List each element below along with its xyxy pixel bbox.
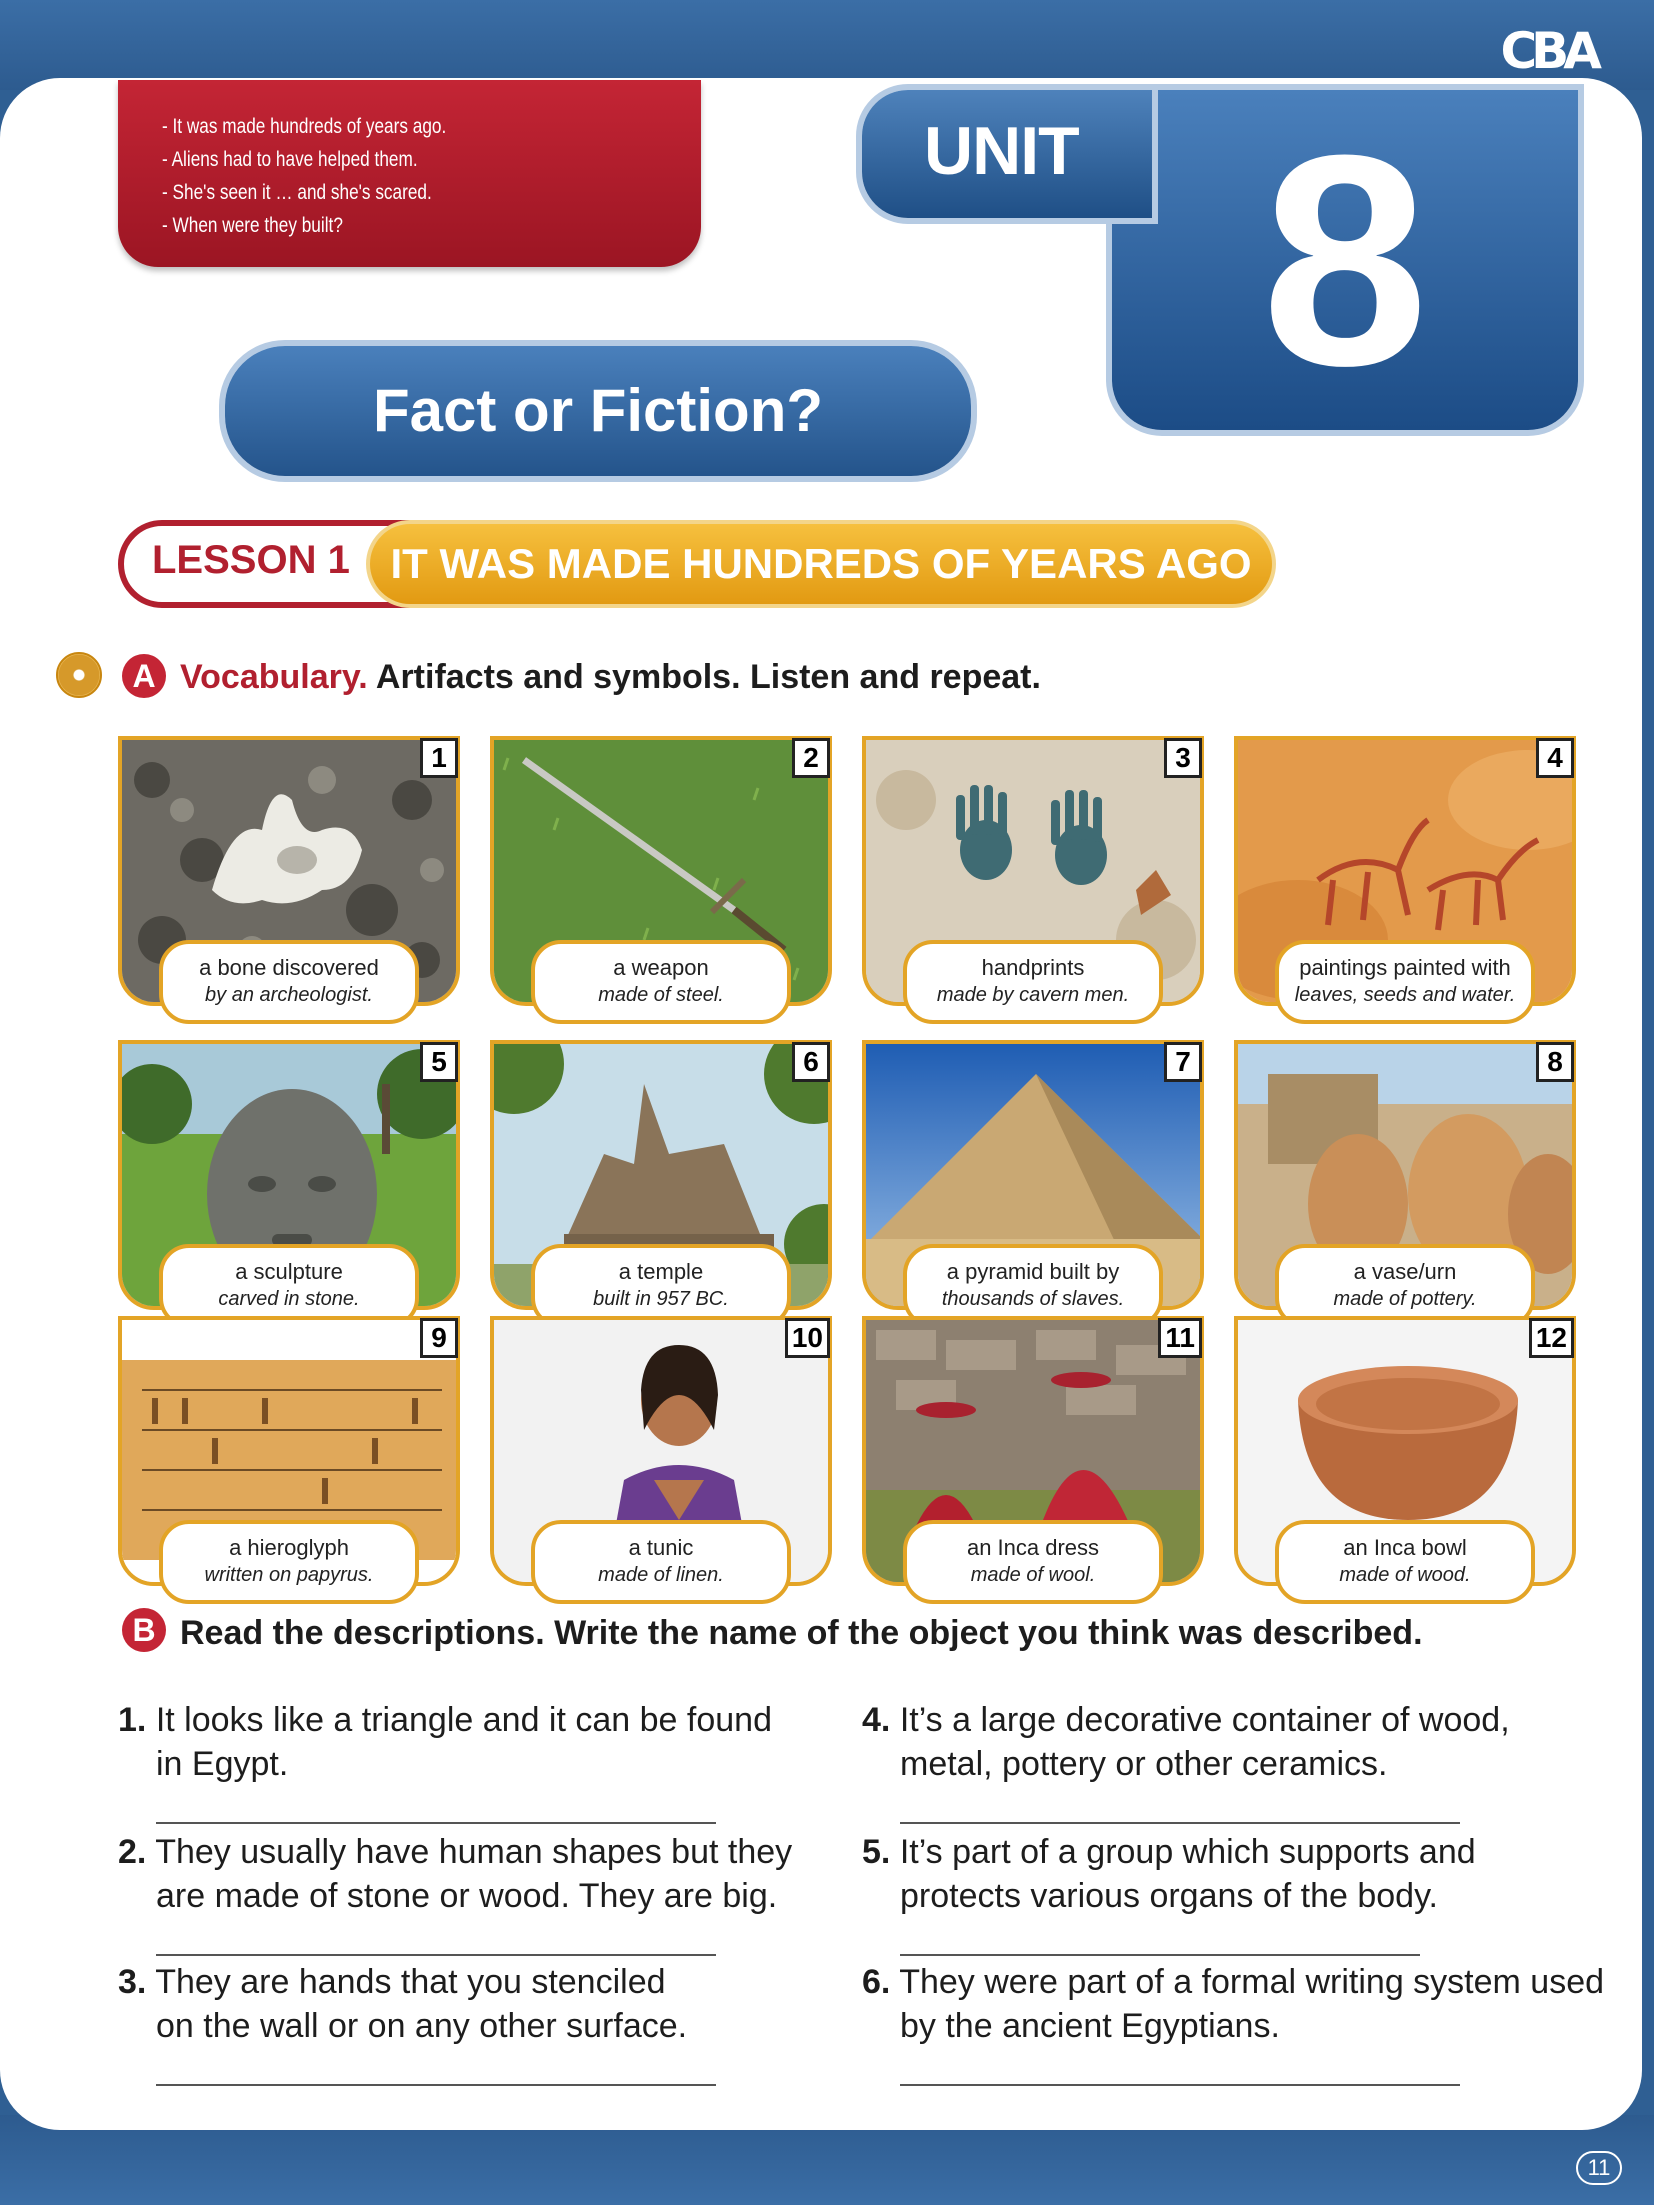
vocab-card bbox=[490, 1316, 832, 1586]
unit-title-banner bbox=[225, 346, 971, 476]
lesson-title-box bbox=[366, 520, 1276, 608]
answer-blank[interactable] bbox=[156, 1954, 716, 1956]
lesson-objectives bbox=[118, 80, 701, 267]
vocab-card bbox=[1234, 736, 1576, 1006]
section-a-badge: A bbox=[122, 654, 166, 698]
card-caption: a pyramid built by thousands of slaves. bbox=[903, 1244, 1163, 1328]
vocab-card bbox=[118, 1040, 460, 1310]
unit-title: Fact or Fiction? bbox=[373, 377, 823, 444]
card-caption: a weapon made of steel. bbox=[531, 940, 791, 1024]
card-number: 11 bbox=[1158, 1318, 1202, 1358]
vocab-card bbox=[1234, 1040, 1576, 1310]
vocab-card bbox=[118, 736, 460, 1006]
unit-label: UNIT bbox=[924, 113, 1079, 189]
audio-cd-icon[interactable] bbox=[56, 652, 102, 698]
description-item: 6. They were part of a formal writing system used by the ancient Egyptians. bbox=[862, 1963, 1605, 2045]
card-caption: a hieroglyph written on papyrus. bbox=[159, 1520, 419, 1604]
card-number: 8 bbox=[1536, 1042, 1574, 1082]
card-caption: a temple built in 957 BC. bbox=[531, 1244, 791, 1328]
card-caption: paintings painted with leaves, seeds and water. bbox=[1275, 940, 1535, 1024]
description-item: 3. They are hands that you stenciled on the wall or on any other surface. bbox=[118, 1963, 688, 2045]
unit-number: 8 bbox=[1261, 92, 1429, 428]
answer-blank[interactable] bbox=[156, 2084, 716, 2086]
answer-blank[interactable] bbox=[900, 1822, 1460, 1824]
vocab-card bbox=[862, 1316, 1204, 1586]
lesson-title: IT WAS MADE HUNDREDS OF YEARS AGO bbox=[390, 540, 1252, 587]
description-item: 2. They usually have human shapes but they are made of stone or wood. They are big. bbox=[118, 1833, 793, 1915]
card-number: 3 bbox=[1164, 738, 1202, 778]
card-caption: an Inca dress made of wool. bbox=[903, 1520, 1163, 1604]
vocab-card bbox=[862, 736, 1204, 1006]
unit-label-tab bbox=[862, 90, 1152, 218]
page-frame-top bbox=[0, 0, 1654, 90]
card-number: 6 bbox=[792, 1042, 830, 1082]
answer-blank[interactable] bbox=[156, 1822, 716, 1824]
objective-item: - It was made hundreds of years ago. bbox=[162, 110, 604, 143]
publisher-logo: CBA bbox=[1500, 22, 1596, 80]
card-number: 1 bbox=[420, 738, 458, 778]
card-number: 5 bbox=[420, 1042, 458, 1082]
vocab-card bbox=[1234, 1316, 1576, 1586]
card-number: 4 bbox=[1536, 738, 1574, 778]
card-number: 2 bbox=[792, 738, 830, 778]
card-number: 7 bbox=[1164, 1042, 1202, 1082]
objective-item: - She's seen it … and she's scared. bbox=[162, 176, 604, 209]
objective-item: - Aliens had to have helped them. bbox=[162, 143, 604, 176]
unit-number-badge bbox=[1112, 90, 1578, 430]
vocab-card bbox=[118, 1316, 460, 1586]
description-item: 4. It’s a large decorative container of wood, metal, pottery or other ceramics. bbox=[862, 1701, 1510, 1783]
lesson-label: LESSON 1 bbox=[152, 538, 350, 582]
section-b-badge: B bbox=[122, 1608, 166, 1652]
card-number: 12 bbox=[1529, 1318, 1574, 1358]
vocab-card bbox=[490, 1040, 832, 1310]
card-caption: an Inca bowl made of wood. bbox=[1275, 1520, 1535, 1604]
section-a-heading-rest: Artifacts and symbols. Listen and repeat. bbox=[367, 658, 1041, 696]
card-number: 10 bbox=[785, 1318, 830, 1358]
section-a-heading bbox=[180, 658, 1041, 697]
lesson-bar bbox=[118, 520, 1278, 608]
page-number: 11 bbox=[1576, 2151, 1622, 2185]
card-caption: a vase/urn made of pottery. bbox=[1275, 1244, 1535, 1328]
description-item: 1. It looks like a triangle and it can be found in Egypt. bbox=[118, 1701, 772, 1783]
card-caption: a tunic made of linen. bbox=[531, 1520, 791, 1604]
section-a-heading-red: Vocabulary. bbox=[180, 658, 368, 696]
answer-blank[interactable] bbox=[900, 2084, 1460, 2086]
card-caption: handprints made by cavern men. bbox=[903, 940, 1163, 1024]
card-caption: a sculpture carved in stone. bbox=[159, 1244, 419, 1328]
card-caption: a bone discovered by an archeologist. bbox=[159, 940, 419, 1024]
vocab-card bbox=[862, 1040, 1204, 1310]
card-number: 9 bbox=[420, 1318, 458, 1358]
objective-item: - When were they built? bbox=[162, 209, 604, 242]
answer-blank[interactable] bbox=[900, 1954, 1420, 1956]
section-b-heading: Read the descriptions. Write the name of the object you think was described. bbox=[180, 1614, 1423, 1652]
description-item: 5. It’s part of a group which supports and protects various organs of the body. bbox=[862, 1833, 1476, 1915]
vocab-card bbox=[490, 736, 832, 1006]
